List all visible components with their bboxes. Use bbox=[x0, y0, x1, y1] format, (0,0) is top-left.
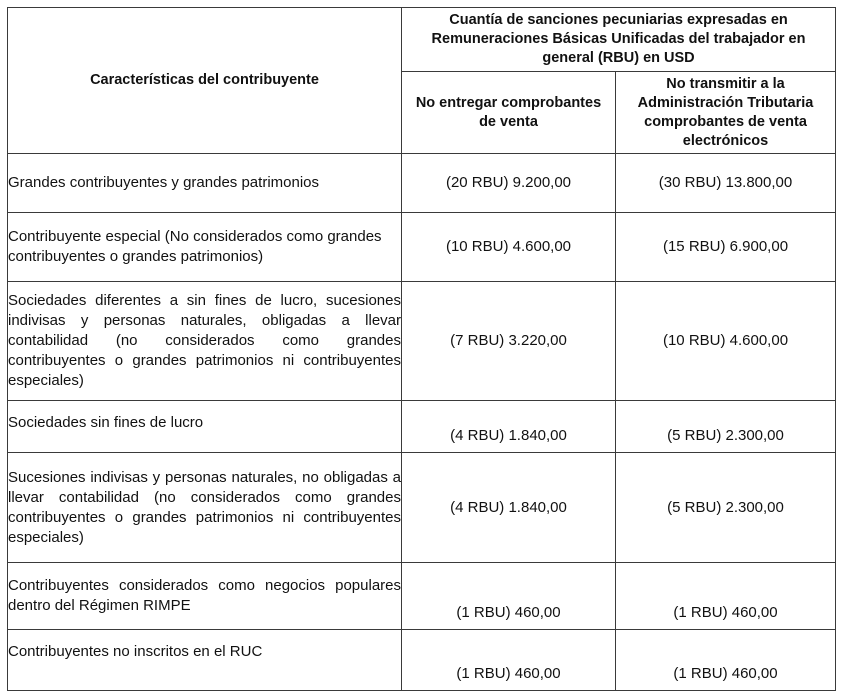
table-row bbox=[8, 453, 836, 563]
table-row bbox=[8, 563, 836, 630]
row-value-entregar: (10 RBU) 4.600,00 bbox=[402, 213, 616, 282]
row-value-entregar: (7 RBU) 3.220,00 bbox=[402, 282, 616, 401]
row-value-entregar: (1 RBU) 460,00 bbox=[402, 563, 616, 630]
header-no-entregar: No entregar comprobantes de venta bbox=[402, 72, 616, 154]
row-value-entregar: (1 RBU) 460,00 bbox=[402, 630, 616, 691]
header-characteristics: Características del contribuyente bbox=[8, 8, 402, 154]
row-value-entregar: (20 RBU) 9.200,00 bbox=[402, 154, 616, 213]
row-value-transmitir: (5 RBU) 2.300,00 bbox=[616, 401, 836, 453]
row-value-transmitir: (1 RBU) 460,00 bbox=[616, 630, 836, 691]
row-value-transmitir: (1 RBU) 460,00 bbox=[616, 563, 836, 630]
table-row bbox=[8, 630, 836, 691]
row-label: Contribuyentes no inscritos en el RUC bbox=[8, 630, 402, 691]
table-row bbox=[8, 213, 836, 282]
row-value-transmitir: (30 RBU) 13.800,00 bbox=[616, 154, 836, 213]
row-label: Sociedades diferentes a sin fines de lucro, sucesiones indivisas y personas naturales, obligadas a llevar contabilidad (no considerados como grandes contribuyentes o grandes patrimonios ni contribuyentes especiales) bbox=[8, 282, 402, 401]
header-no-transmitir: No transmitir a la Administración Tributaria comprobantes de venta electrónicos bbox=[616, 72, 836, 154]
row-value-transmitir: (5 RBU) 2.300,00 bbox=[616, 453, 836, 563]
row-label: Sucesiones indivisas y personas naturales, no obligadas a llevar contabilidad (no considerados como grandes contribuyentes o grandes patrimonios ni contribuyentes especiales) bbox=[8, 453, 402, 563]
row-label: Sociedades sin fines de lucro bbox=[8, 401, 402, 453]
row-value-transmitir: (15 RBU) 6.900,00 bbox=[616, 213, 836, 282]
sanctions-table bbox=[7, 7, 836, 691]
row-label: Contribuyente especial (No considerados como grandes contribuyentes o grandes patrimonios) bbox=[8, 213, 402, 282]
table-row bbox=[8, 154, 836, 213]
row-label: Contribuyentes considerados como negocios populares dentro del Régimen RIMPE bbox=[8, 563, 402, 630]
row-value-entregar: (4 RBU) 1.840,00 bbox=[402, 401, 616, 453]
table-row bbox=[8, 282, 836, 401]
row-value-entregar: (4 RBU) 1.840,00 bbox=[402, 453, 616, 563]
row-value-transmitir: (10 RBU) 4.600,00 bbox=[616, 282, 836, 401]
row-label: Grandes contribuyentes y grandes patrimonios bbox=[8, 154, 402, 213]
header-group: Cuantía de sanciones pecuniarias expresadas en Remuneraciones Básicas Unificadas del trabajador en general (RBU) en USD bbox=[402, 8, 836, 72]
table-row bbox=[8, 401, 836, 453]
